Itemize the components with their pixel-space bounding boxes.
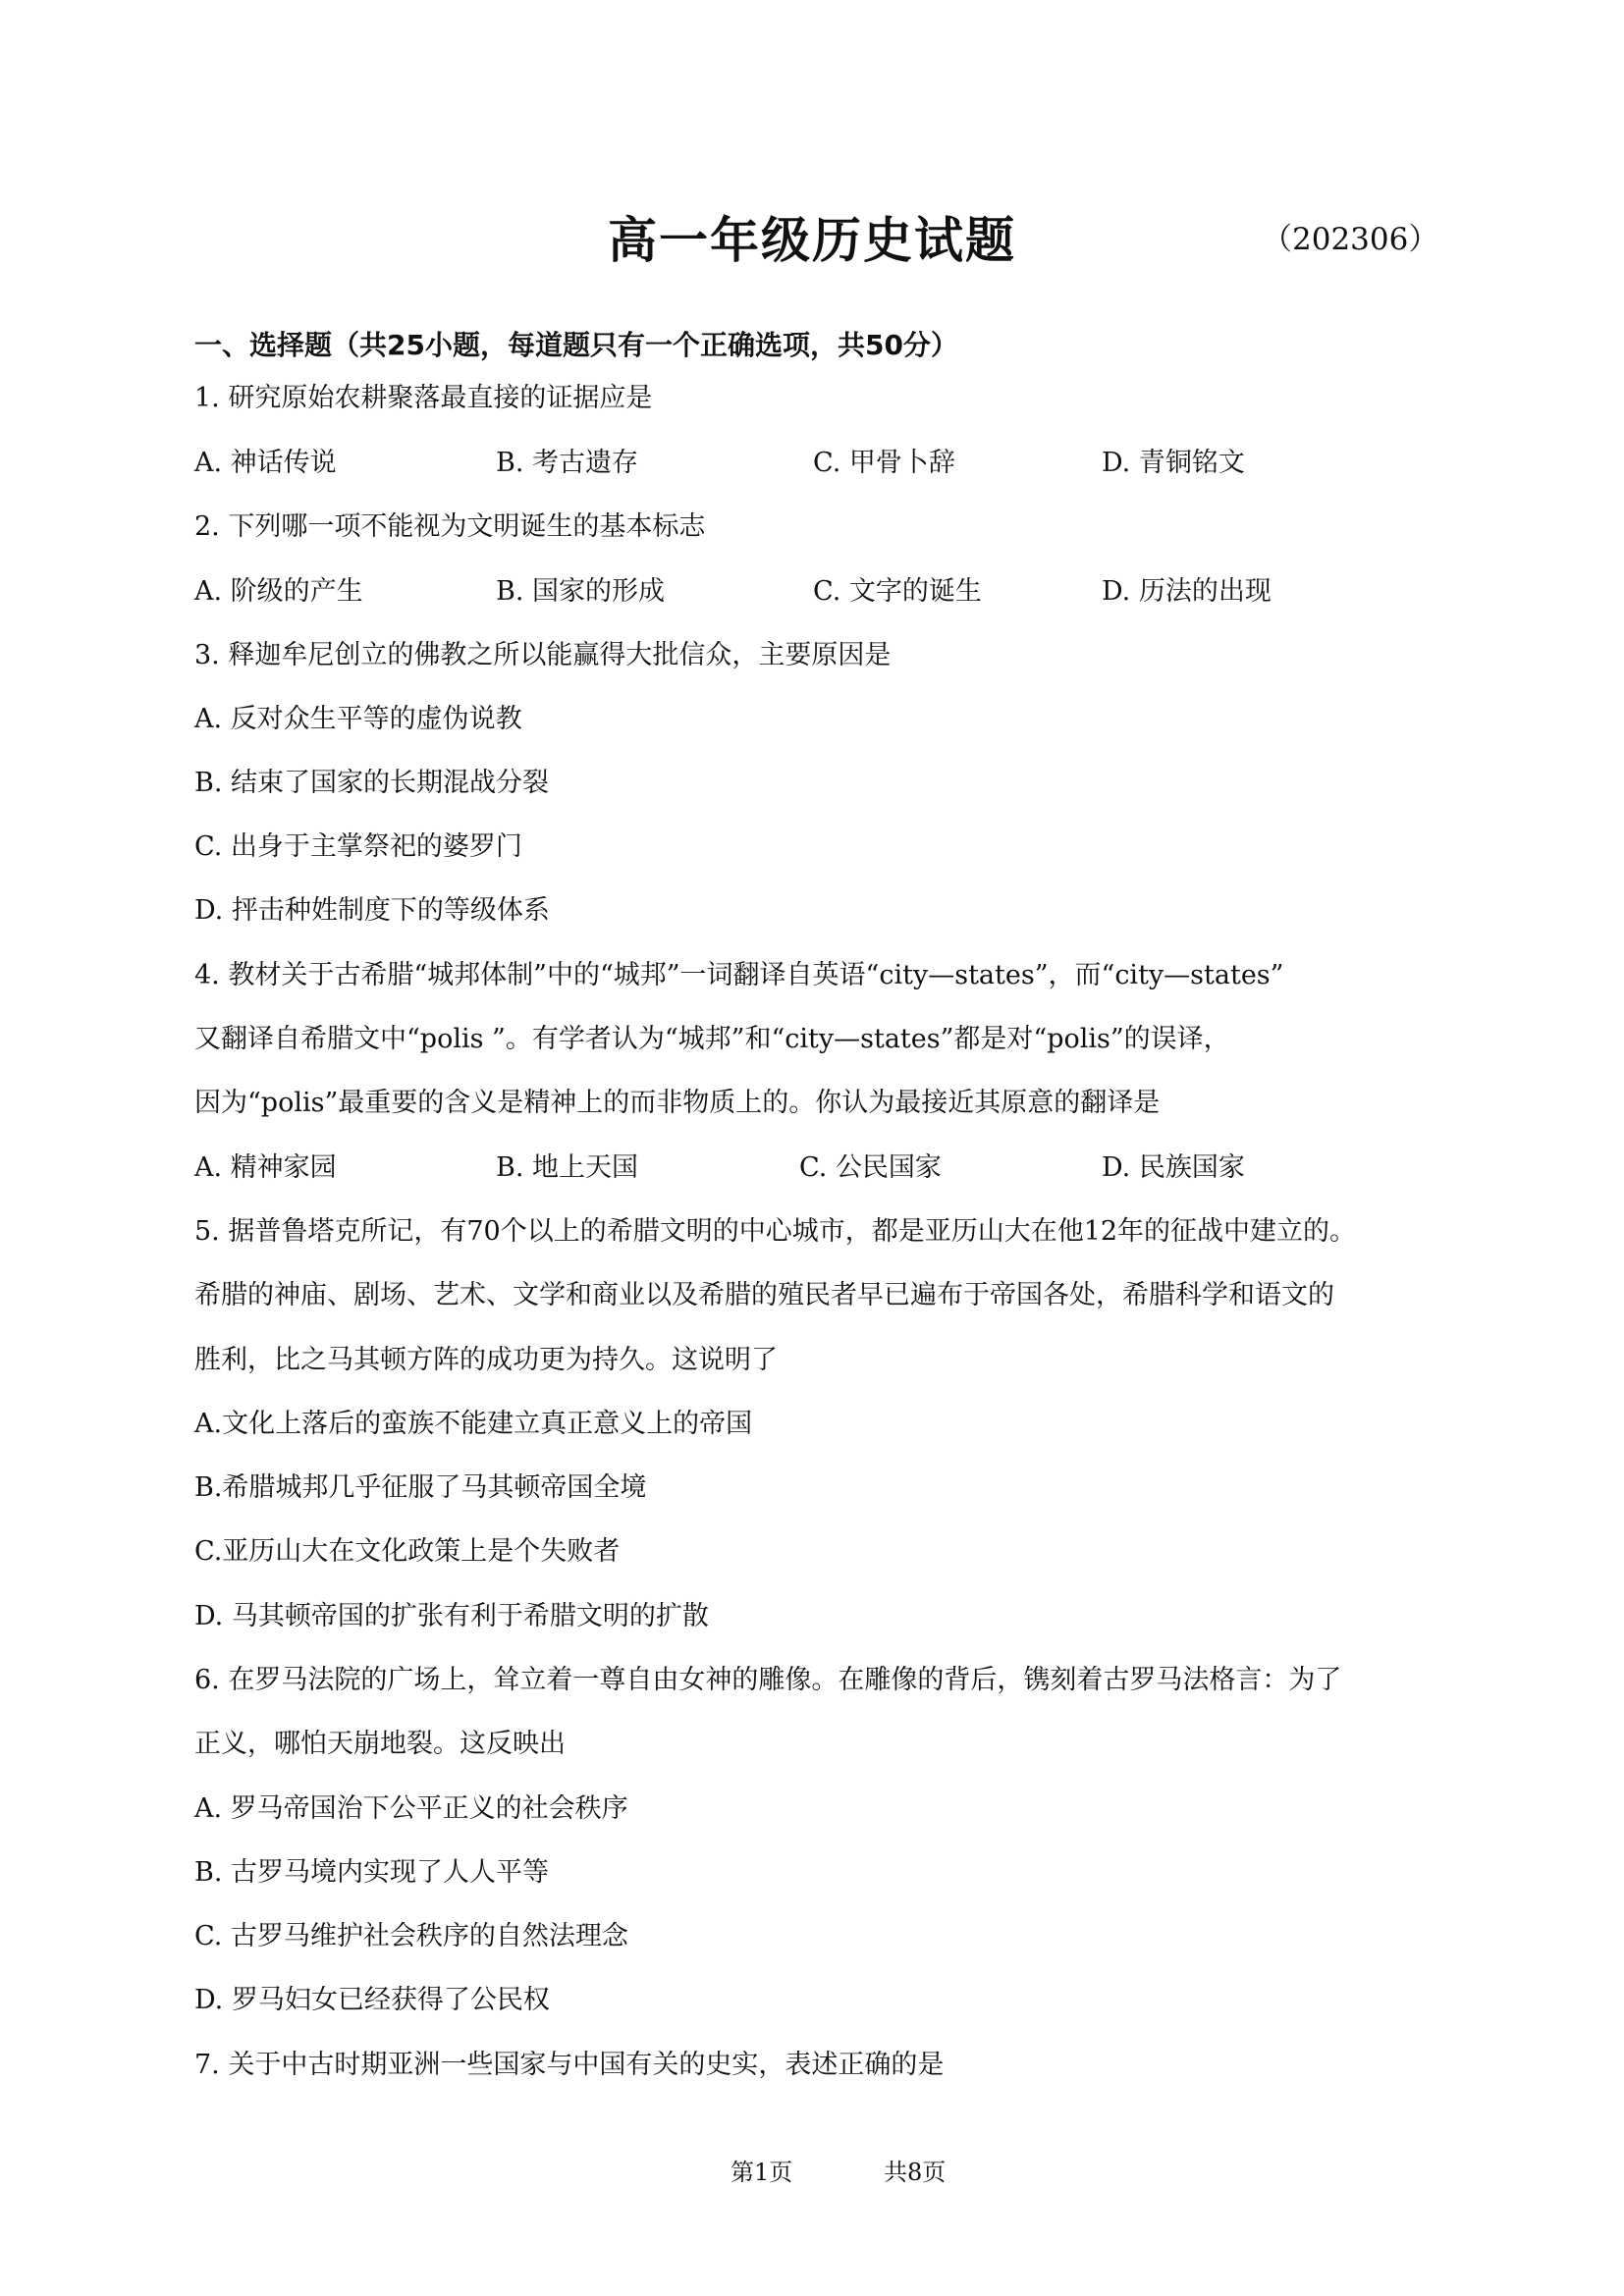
question-5-option-d: D. 马其顿帝国的扩张有利于希腊文明的扩散 — [194, 1601, 709, 1631]
question-2-option-b: B. 国家的形成 — [496, 576, 666, 607]
question-1-option-b: B. 考古遗存 — [496, 448, 639, 478]
question-3-option-d: D. 抨击种姓制度下的等级体系 — [194, 895, 550, 926]
exam-title: 高一年级历史试题 — [608, 212, 1016, 269]
question-4-option-a: A. 精神家园 — [194, 1152, 337, 1183]
question-4-option-d: D. 民族国家 — [1102, 1152, 1245, 1183]
question-1-stem: 1. 研究原始农耕聚落最直接的证据应是 — [194, 383, 653, 413]
question-1-option-c: C. 甲骨卜辞 — [813, 448, 955, 478]
question-6-option-b: B. 古罗马境内实现了人人平等 — [194, 1857, 550, 1888]
question-2-stem: 2. 下列哪一项不能视为文明诞生的基本标志 — [194, 511, 706, 542]
question-5-option-c: C.亚历山大在文化政策上是个失败者 — [194, 1536, 621, 1567]
question-3-option-a: A. 反对众生平等的虚伪说教 — [194, 704, 522, 734]
question-4-option-b: B. 地上天国 — [496, 1152, 639, 1183]
exam-code: （202306） — [1262, 222, 1439, 257]
question-2-option-a: A. 阶级的产生 — [194, 576, 363, 607]
question-4-stem-line-2: 又翻译自希腊文中“polis ”。有学者认为“城邦”和“city—states”都是对“polis”的误译， — [194, 1024, 1230, 1054]
question-5-stem-line-2: 希腊的神庙、剧场、艺术、文学和商业以及希腊的殖民者早已遍布于帝国各处，希腊科学和语文的 — [194, 1280, 1334, 1310]
question-6-stem-line-1: 6. 在罗马法院的广场上，耸立着一尊自由女神的雕像。在雕像的背后，镌刻着古罗马法格言：为了 — [194, 1665, 1342, 1695]
question-6-option-c: C. 古罗马维护社会秩序的自然法理念 — [194, 1921, 628, 1951]
question-5-option-b: B.希腊城邦几乎征服了马其顿帝国全境 — [194, 1472, 647, 1503]
question-4-stem-line-1: 4. 教材关于古希腊“城邦体制”中的“城邦”一词翻译自英语“city—states”，而“city—states” — [194, 960, 1284, 990]
question-6-option-a: A. 罗马帝国治下公平正义的社会秩序 — [194, 1793, 628, 1824]
question-2-option-c: C. 文字的诞生 — [813, 576, 982, 607]
question-2-option-d: D. 历法的出现 — [1102, 576, 1272, 607]
question-4-option-c: C. 公民国家 — [799, 1152, 942, 1183]
question-5-stem-line-3: 胜利，比之马其顿方阵的成功更为持久。这说明了 — [194, 1345, 778, 1375]
question-1-option-d: D. 青铜铭文 — [1102, 448, 1245, 478]
question-7-stem: 7. 关于中古时期亚洲一些国家与中国有关的史实，表述正确的是 — [194, 2050, 945, 2080]
question-3-option-b: B. 结束了国家的长期混战分裂 — [194, 768, 550, 798]
section-heading: 一、选择题（共25小题，每道题只有一个正确选项，共50分） — [194, 329, 958, 361]
question-6-stem-line-2: 正义，哪怕天崩地裂。这反映出 — [194, 1729, 566, 1759]
question-5-stem-line-1: 5. 据普鲁塔克所记，有70个以上的希腊文明的中心城市，都是亚历山大在他12年的征战中建立的。 — [194, 1216, 1357, 1247]
question-3-option-c: C. 出身于主掌祭祀的婆罗门 — [194, 831, 522, 862]
question-5-option-a: A.文化上落后的蛮族不能建立真正意义上的帝国 — [194, 1409, 753, 1439]
question-1-option-a: A. 神话传说 — [194, 448, 337, 478]
question-6-option-d: D. 罗马妇女已经获得了公民权 — [194, 1985, 550, 2015]
page-number: 第1页 — [731, 2159, 793, 2186]
page-total: 共8页 — [884, 2159, 947, 2186]
question-3-stem: 3. 释迦牟尼创立的佛教之所以能赢得大批信众，主要原因是 — [194, 640, 892, 670]
question-4-stem-line-3: 因为“polis”最重要的含义是精神上的而非物质上的。你认为最接近其原意的翻译是 — [194, 1088, 1161, 1118]
